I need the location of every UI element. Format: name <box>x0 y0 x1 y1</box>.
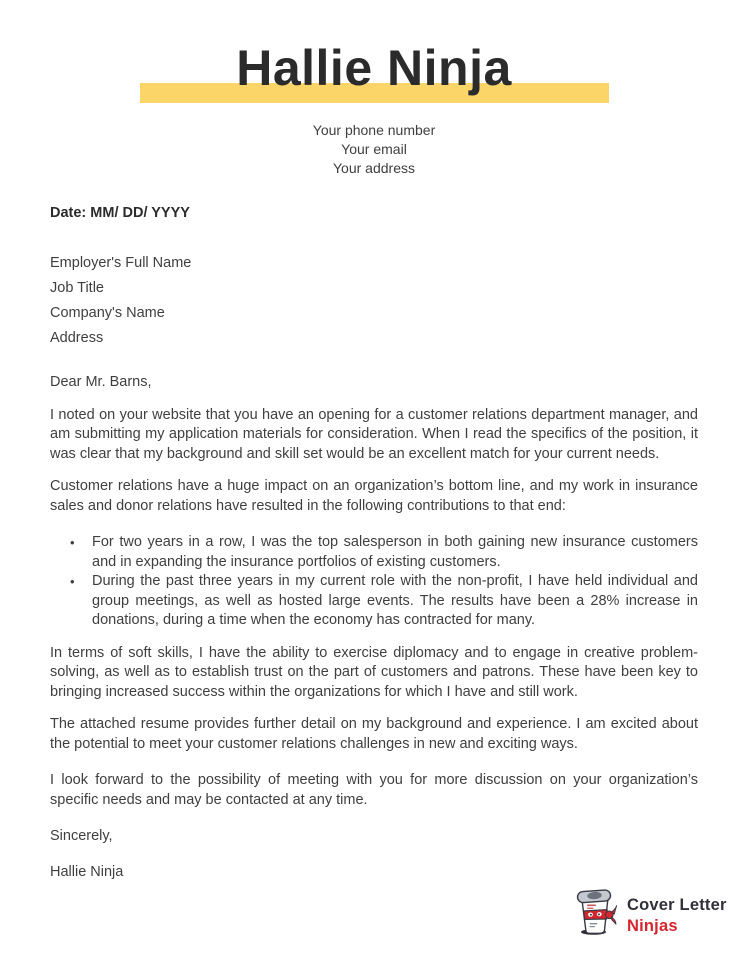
recipient-job-title: Job Title <box>50 280 104 296</box>
achievement-list <box>50 533 698 631</box>
signoff: Sincerely, <box>50 828 113 844</box>
letter-body <box>0 203 748 882</box>
recipient-company: Company's Name <box>50 305 165 321</box>
closing-paragraph-2: The attached resume provides further detail on my background and experience. I am excited about the potential to meet your customer relations challenges in new and exciting ways. <box>50 716 698 752</box>
date-line: Date: MM/ DD/ YYYY <box>50 205 190 221</box>
recipient-name: Employer's Full Name <box>50 255 192 271</box>
list-item: • For two years in a row, I was the top salesperson in both gaining new insurance customers and in expanding the insurance portfolios of existing customers. <box>92 533 698 572</box>
ninja-scroll-icon <box>573 888 617 935</box>
cover-letter-ninjas-logo <box>573 888 727 937</box>
brand-name-line1: Cover Letter <box>627 896 727 914</box>
contact-email: Your email <box>341 141 407 157</box>
salutation: Dear Mr. Barns, <box>50 374 152 390</box>
recipient-address: Address <box>50 330 104 346</box>
closing-paragraph-3: I look forward to the possibility of meeting with you for more discussion on your organization’s specific needs and may be contacted at any time. <box>50 772 698 808</box>
brand-name-line2: Ninjas <box>627 917 678 935</box>
letter-header <box>0 0 748 178</box>
recipient-block <box>50 251 698 351</box>
intro-paragraph-1: I noted on your website that you have an opening for a customer relations department manager, and am submitting my application materials for consideration. When I read the specifics of the position, it was clear that my background and skill set would be an excellent match for your current needs. <box>50 406 698 462</box>
applicant-name: Hallie Ninja <box>236 40 512 96</box>
brand-text <box>627 895 727 937</box>
intro-paragraph-2: Customer relations have a huge impact on an organization’s bottom line, and my work in insurance sales and donor relations have resulted in the following contributions to that end: <box>50 478 698 514</box>
signature-name: Hallie Ninja <box>50 863 124 880</box>
contact-phone: Your phone number <box>312 122 436 138</box>
list-item: • During the past three years in my current role with the non-profit, I have held individual and group meetings, as well as hosted large events. The results have been a 28% increase in donations, during a time when the economy has contracted for many. <box>92 572 698 631</box>
contact-block <box>0 121 748 178</box>
contact-address: Your address <box>333 160 415 176</box>
closing-paragraph-1: In terms of soft skills, I have the ability to exercise diplomacy and to engage in creative problem-solving, as well as to establish trust on the part of customers and patrons. These have been key to bringing increased success within the organizations for which I have and still work. <box>50 644 698 700</box>
